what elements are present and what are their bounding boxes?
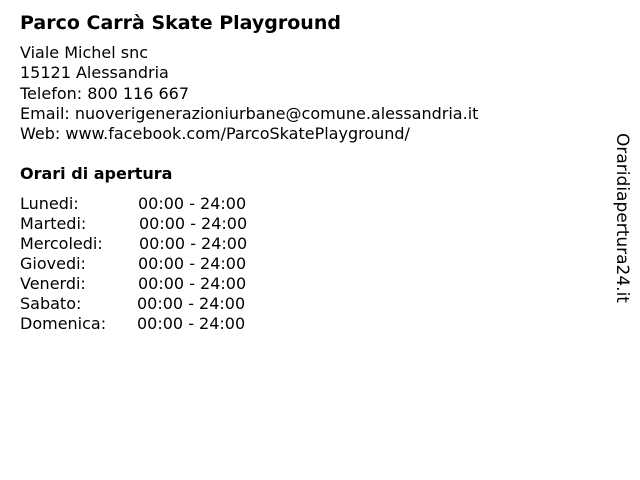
day-label: Martedi: <box>20 214 87 233</box>
time-range: 00:00 - 24:00 <box>139 234 248 253</box>
day-label: Mercoledi: <box>20 234 103 253</box>
time-range: 00:00 - 24:00 <box>137 294 246 313</box>
time-range: 00:00 - 24:00 <box>138 274 247 293</box>
day-label: Sabato: <box>20 294 82 313</box>
time-range: 00:00 - 24:00 <box>137 314 246 333</box>
email-address: Email: nuoverigenerazioniurbane@comune.alessandria.it <box>20 103 479 123</box>
day-label: Lunedi: <box>20 194 79 213</box>
website-url: Web: www.facebook.com/ParcoSkatePlayground/ <box>20 124 410 144</box>
opening-hours-heading: Orari di apertura <box>20 164 173 183</box>
day-label: Venerdi: <box>20 274 86 293</box>
phone-number: Telefon: 800 116 667 <box>20 83 190 103</box>
place-title: Parco Carrà Skate Playground <box>20 12 341 34</box>
site-watermark: Oraridiapertura24.it <box>612 133 632 303</box>
day-label: Giovedi: <box>20 254 86 273</box>
time-range: 00:00 - 24:00 <box>138 194 247 213</box>
time-range: 00:00 - 24:00 <box>138 254 247 273</box>
contact-info <box>20 43 478 144</box>
day-label: Domenica: <box>20 314 107 333</box>
city-postcode: 15121 Alessandria <box>20 63 169 83</box>
time-range: 00:00 - 24:00 <box>139 214 248 233</box>
street-address: Viale Michel snc <box>20 43 149 62</box>
